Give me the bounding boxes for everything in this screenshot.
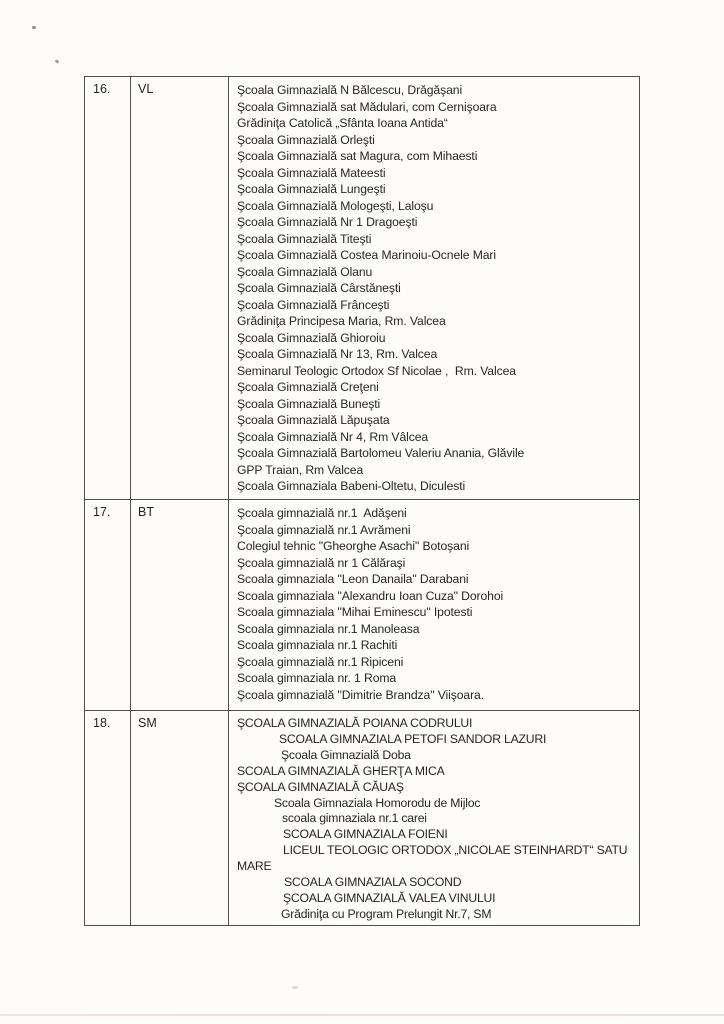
school-line: Şcoala Gimnazială Costea Marinoiu-Ocnele Mari	[237, 248, 496, 262]
school-line: Şcoala gimnazială nr.1 Adăşeni	[237, 506, 407, 520]
table-row	[85, 500, 639, 711]
table-row	[85, 711, 639, 925]
row-number-cell: 18.	[85, 711, 131, 925]
row-number-cell: 17.	[85, 500, 131, 710]
school-line: Şcoala gimnazială nr 1 Călăraşi	[237, 555, 406, 570]
school-line: Şcoala Gimnazială Buneşti	[237, 396, 381, 411]
school-line: Scoala gimnaziala "Alexandru Ioan Cuza" Dorohoi	[237, 588, 504, 603]
school-line: SCOALA GIMNAZIALĂ GHERŢA MICA	[237, 763, 445, 778]
school-line: Şcoala Gimnazială Cârstăneşti	[237, 281, 401, 295]
school-line: Şcoala gimnazială nr.1 Avrămeni	[237, 522, 411, 537]
school-line: Grădiniţa Catolică „Sfânta Ioana Antida“	[237, 116, 448, 130]
scan-speck	[292, 986, 298, 989]
school-line: Şcoala Gimnazială Orleşti	[237, 132, 375, 147]
school-line: Şcoala Gimnazială Nr 13, Rm. Valcea	[237, 347, 438, 361]
school-line: Şcoala gimnazială nr.1 Ripiceni	[237, 654, 404, 669]
table-row	[85, 77, 639, 500]
school-line: scoala gimnaziala nr.1 carei	[282, 811, 427, 826]
school-line: Şcoala Gimnazială sat Mădulari, com Cernişoara	[237, 99, 497, 114]
school-line: Şcoala Gimnazială Bartolomeu Valeriu Anania, Glăvile	[237, 446, 525, 460]
county-code-cell: SM	[131, 711, 229, 925]
school-line: Şcoala Gimnazială Olanu	[237, 264, 373, 279]
school-line: Seminarul Teologic Ortodox Sf Nicolae , Rm. Valcea	[237, 363, 516, 378]
scan-edge-line	[0, 1014, 724, 1016]
school-line: Şcoala Gimnazială Lungeşti	[237, 182, 386, 196]
school-line: Scoala gimnaziala "Mihai Eminescu" Ipotesti	[237, 605, 473, 619]
school-line: LICEUL TEOLOGIC ORTODOX „NICOLAE STEINHARDT“ SATU	[283, 843, 628, 858]
scan-speck	[55, 59, 60, 64]
school-line: Şcoala Gimnazială Doba	[281, 747, 411, 762]
school-line: GPP Traian, Rm Valcea	[237, 462, 364, 477]
school-line: SCOALA GIMNAZIALA SOCOND	[284, 875, 462, 890]
school-line: Grădiniţa Principesa Maria, Rm. Valcea	[237, 314, 446, 328]
school-line: MARE	[237, 859, 272, 874]
school-line: Scoala gimnaziala nr.1 Rachiti	[237, 638, 398, 652]
school-line: Şcoala Gimnazială Titeşti	[237, 231, 372, 246]
school-line: ŞCOALA GIMNAZIALĂ VALEA VINULUI	[283, 890, 496, 905]
school-line: Scoala Gimnaziala Homorodu de Mijloc	[274, 795, 481, 810]
school-line: SCOALA GIMNAZIALA PETOFI SANDOR LAZURI	[279, 731, 547, 746]
school-line: Şcoala Gimnazială Creţeni	[237, 380, 379, 394]
school-line: Şcoala Gimnazială Lăpuşata	[237, 413, 390, 427]
schools-cell	[229, 77, 639, 499]
school-line: Şcoala Gimnazială Nr 1 Dragoeşti	[237, 215, 418, 229]
school-line: Scoala gimnaziala nr.1 Manoleasa	[237, 621, 420, 636]
school-line: ŞCOALA GIMNAZIALĂ CĂUAŞ	[237, 779, 404, 794]
school-line: SCOALA GIMNAZIALA FOIENI	[283, 827, 448, 842]
scan-speck	[32, 26, 36, 29]
school-line: Şcoala Gimnazială Mateesti	[237, 165, 386, 180]
school-line: Şcoala Gimnazială Nr 4, Rm Vâlcea	[237, 429, 429, 444]
schools-cell	[229, 500, 639, 710]
county-code-cell: VL	[131, 77, 229, 499]
school-table-body	[85, 77, 639, 925]
school-line: Şcoala Gimnazială N Bălcescu, Drăgăşani	[237, 83, 463, 97]
school-line: ŞCOALA GIMNAZIALĂ POIANA CODRULUI	[237, 716, 473, 730]
school-table	[84, 76, 640, 926]
schools-cell	[229, 711, 639, 925]
row-number-cell: 16.	[85, 77, 131, 499]
school-line: Scoala gimnaziala "Leon Danaila" Darabani	[237, 572, 469, 586]
school-line: Şcoala Gimnazială Ghioroiu	[237, 330, 386, 345]
school-line: Şcoala Gimnaziala Babeni-Oltetu, Diculesti	[237, 479, 466, 493]
school-line: Colegiul tehnic "Gheorghe Asachi" Botoşani	[237, 539, 470, 553]
school-line: Şcoala gimnazială "Dimitrie Brandza" Viişoara.	[237, 687, 485, 702]
school-line: Şcoala Gimnazială Mologeşti, Laloşu	[237, 198, 434, 213]
school-line: Grădiniţa cu Program Prelungit Nr.7, SM	[281, 906, 492, 921]
school-line: Scoala gimnaziala nr. 1 Roma	[237, 671, 397, 685]
county-code-cell: BT	[131, 500, 229, 710]
school-line: Şcoala Gimnazială Frânceşti	[237, 297, 390, 312]
school-line: Şcoala Gimnazială sat Magura, com Mihaesti	[237, 149, 478, 163]
